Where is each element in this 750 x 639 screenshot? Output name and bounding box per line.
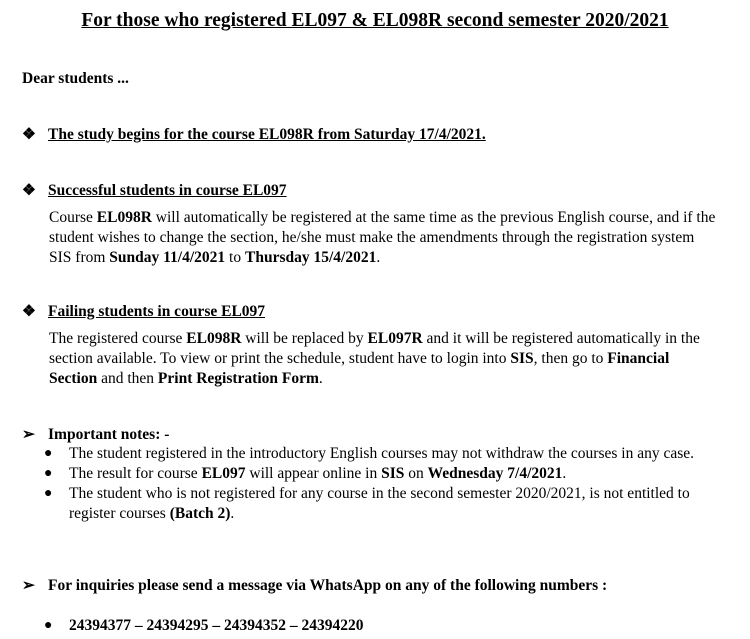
dot-bullet-icon: ● [44,466,53,481]
page-title: For those who registered EL097 & EL098R second semester 2020/2021 [81,10,669,31]
phone-numbers [44,616,364,636]
inquiries-heading: For inquiries please send a message via WhatsApp on any of the following numbers : [48,577,608,594]
study-begins-heading: The study begins for the course EL098R from Saturday 17/4/2021. [48,126,486,143]
failing-students-heading: Failing students in course EL097 [48,303,266,320]
important-notes-heading: Important notes: - [48,426,170,443]
failing-students-paragraph: The registered course EL098R will be replaced by EL097R and it will be registered automatically in the section available. To view or print the schedule, student have to login into SIS, then go to Financial Section and then Print Registration Form. [49,330,700,387]
diamond-bullet-icon: ❖ [22,303,36,320]
important-notes-item [22,425,169,445]
phone-numbers-text: 24394377 – 24394295 – 24394352 – 24394220 [69,617,364,634]
note-text: The result for course EL097 will appear online in SIS on Wednesday 7/4/2021. [69,465,567,482]
dot-bullet-icon: ● [44,446,53,461]
study-begins-item [22,125,486,145]
list-item [44,444,724,464]
diamond-bullet-icon: ❖ [22,182,36,199]
note-text: The student who is not registered for any course in the second semester 2020/2021, is not entitled to register courses (Batch 2). [69,485,690,522]
dot-bullet-icon: ● [44,618,53,633]
note-text: The student registered in the introductory English courses may not withdraw the courses in any case. [69,445,695,462]
diamond-bullet-icon: ❖ [22,126,36,143]
inquiries-item [22,576,607,596]
important-notes-list [44,444,724,524]
list-item [44,464,724,484]
successful-students-paragraph: Course EL098R will automatically be registered at the same time as the previous English course, and if the student wishes to change the section, he/she must make the amendments through the registration system SIS from Sunday 11/4/2021 to Thursday 15/4/2021. [49,209,716,266]
arrow-bullet-icon: ➢ [22,426,35,443]
list-item [44,484,724,524]
greeting: Dear students ... [22,70,129,87]
successful-students-heading: Successful students in course EL097 [48,182,287,199]
successful-students-item [22,181,287,201]
dot-bullet-icon: ● [44,486,53,501]
failing-students-item [22,302,265,322]
arrow-bullet-icon: ➢ [22,577,35,594]
